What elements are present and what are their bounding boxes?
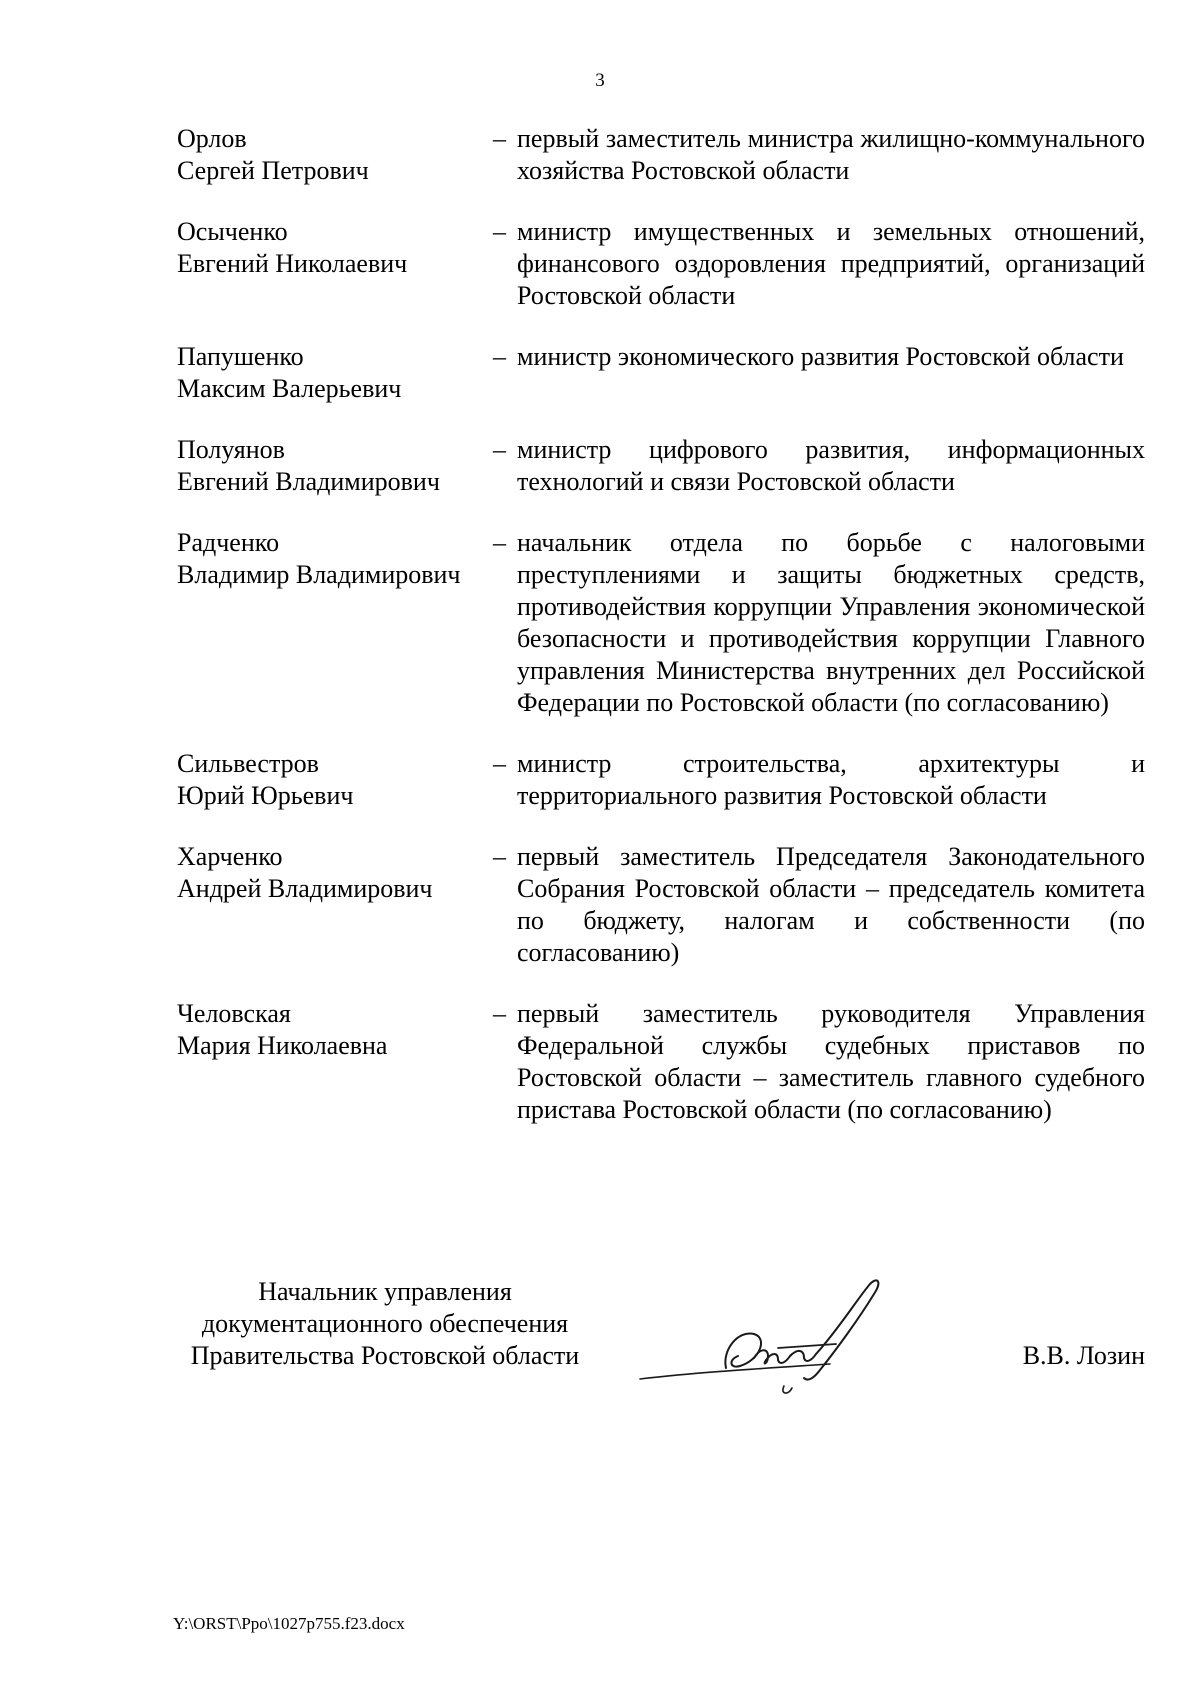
member-dash: – [493, 842, 506, 871]
member-row [177, 216, 1145, 312]
member-given-names: Евгений Николаевич [177, 249, 408, 278]
member-surname: Радченко [177, 528, 280, 557]
member-name [177, 216, 493, 312]
member-name [177, 527, 493, 719]
member-name [177, 434, 493, 498]
member-position: министр экономического развития Ростовской области [517, 342, 1124, 371]
member-name [177, 341, 493, 405]
member-position: первый заместитель Председателя Законодательного Собрания Ростовской области – председатель комитета по бюджету, налогам и собственности (по согласованию) [517, 842, 1145, 967]
member-row [177, 841, 1145, 969]
member-given-names: Юрий Юрьевич [177, 781, 354, 810]
member-row [177, 998, 1145, 1126]
member-row [177, 341, 1145, 405]
member-name [177, 123, 493, 187]
signatory-name: В.В. Лозин [1022, 1341, 1145, 1370]
signatory-title [170, 1276, 600, 1372]
member-row [177, 123, 1145, 187]
handwritten-signature-icon [630, 1264, 950, 1414]
member-surname: Человская [177, 999, 291, 1028]
member-given-names: Мария Николаевна [177, 1031, 388, 1060]
member-surname: Папушенко [177, 342, 304, 371]
member-given-names: Евгений Владимирович [177, 467, 440, 496]
member-name [177, 998, 493, 1126]
member-dash: – [493, 124, 506, 153]
page-number: 3 [595, 70, 605, 91]
member-dash: – [493, 342, 506, 371]
signatory-title-line: Начальник управления [258, 1277, 512, 1306]
member-surname: Харченко [177, 842, 283, 871]
member-row [177, 434, 1145, 498]
member-given-names: Андрей Владимирович [177, 874, 433, 903]
member-name [177, 841, 493, 969]
member-dash: – [493, 217, 506, 246]
member-position: первый заместитель министра жилищно-коммунального хозяйства Ростовской области [517, 124, 1145, 185]
member-given-names: Владимир Владимирович [177, 560, 461, 589]
member-position: первый заместитель руководителя Управления Федеральной службы судебных приставов по Ростовской области – заместитель главного судебного пристава Ростовской области (по согласованию) [517, 999, 1145, 1124]
member-dash: – [493, 999, 506, 1028]
signatory-title-line: Правительства Ростовской области [190, 1341, 580, 1370]
member-given-names: Максим Валерьевич [177, 374, 402, 403]
member-row [177, 748, 1145, 812]
members-list [177, 123, 1145, 1155]
member-surname: Полуянов [177, 435, 285, 464]
member-position: министр цифрового развития, информационных технологий и связи Ростовской области [517, 435, 1145, 496]
signatory-title-line: документационного обеспечения [201, 1309, 569, 1338]
file-path-footer: Y:\ORST\Ppo\1027p755.f23.docx [173, 1614, 405, 1633]
member-surname: Осыченко [177, 217, 288, 246]
member-position: министр строительства, архитектуры и территориального развития Ростовской области [517, 749, 1145, 810]
member-dash: – [493, 435, 506, 464]
member-surname: Орлов [177, 124, 247, 153]
member-name [177, 748, 493, 812]
signature-block [0, 1276, 1200, 1396]
member-position: начальник отдела по борьбе с налоговыми преступлениями и защиты бюджетных средств, противодействия коррупции Управления экономической безопасности и противодействия коррупции Главного управления Министерства внутренних дел Российской Федерации по Ростовской области (по согласованию) [517, 528, 1145, 717]
member-row [177, 527, 1145, 719]
member-position: министр имущественных и земельных отношений, финансового оздоровления предприятий, организаций Ростовской области [517, 217, 1145, 310]
member-dash: – [493, 749, 506, 778]
member-given-names: Сергей Петрович [177, 156, 369, 185]
member-dash: – [493, 528, 506, 557]
member-surname: Сильвестров [177, 749, 319, 778]
